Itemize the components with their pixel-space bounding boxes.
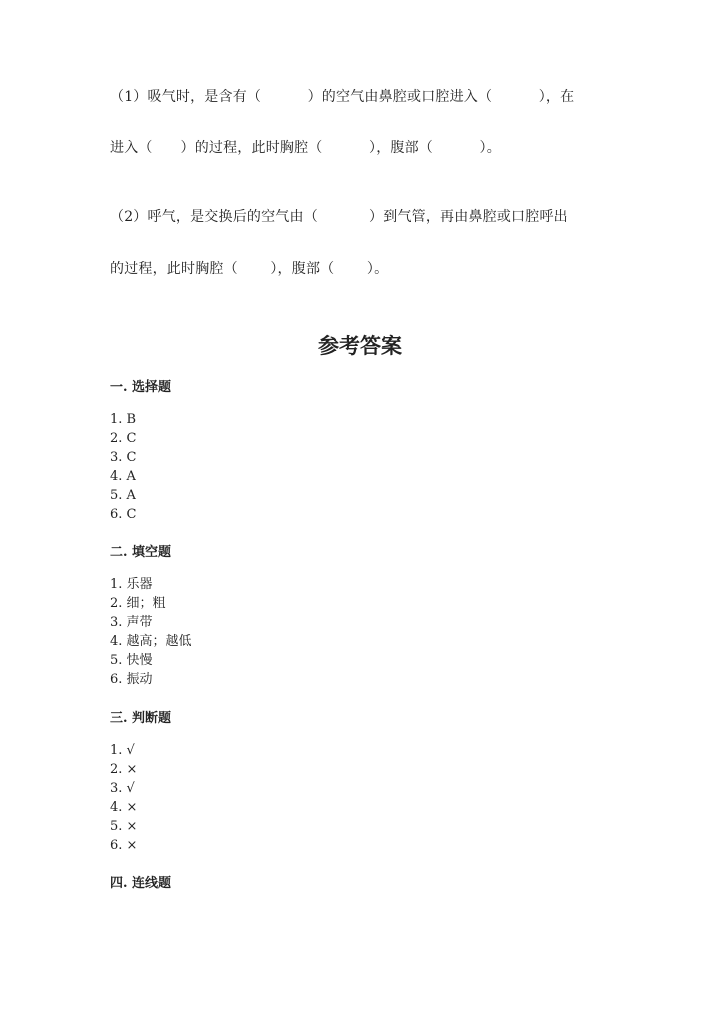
question-line-4: 的过程，此时胸腔（ ），腹部（ ）。 (110, 261, 389, 277)
answer-item: 2. × (110, 762, 138, 777)
answer-list-fill (110, 575, 192, 689)
question-line-2: 进入（ ）的过程，此时胸腔（ ），腹部（ ）。 (110, 140, 501, 156)
answer-item: 4. 越高；越低 (110, 634, 192, 649)
answer-item: 6. C (110, 507, 137, 522)
answer-item: 6. × (110, 838, 138, 853)
answer-item: 4. A (110, 469, 136, 484)
answer-item: 1. √ (110, 743, 135, 758)
section-heading-fill: 二. 填空题 (110, 545, 172, 560)
answer-key-title: 参考答案 (318, 333, 402, 358)
answer-item: 5. 快慢 (110, 653, 153, 668)
section-heading-choice: 一. 选择题 (110, 380, 172, 395)
question-line-3: （2）呼气，是交换后的空气由（ ）到气管，再由鼻腔或口腔呼出 (110, 209, 568, 225)
answer-item: 6. 振动 (110, 672, 153, 687)
answer-item: 1. B (110, 412, 137, 427)
answer-item: 3. C (110, 450, 137, 465)
answer-item: 3. 声带 (110, 615, 153, 630)
section-heading-match: 四. 连线题 (110, 876, 172, 891)
answer-item: 2. 细；粗 (110, 596, 166, 611)
answer-item: 2. C (110, 431, 137, 446)
section-heading-judge: 三. 判断题 (110, 711, 172, 726)
answer-item: 3. √ (110, 781, 135, 796)
answer-item: 5. A (110, 488, 136, 503)
answer-list-judge (110, 741, 137, 855)
answer-item: 4. × (110, 800, 138, 815)
question-line-1: （1）吸气时，是含有（ ）的空气由鼻腔或口腔进入（ ），在 (110, 89, 575, 105)
answer-list-choice (110, 410, 136, 524)
answer-item: 5. × (110, 819, 138, 834)
answer-item: 1. 乐器 (110, 577, 153, 592)
